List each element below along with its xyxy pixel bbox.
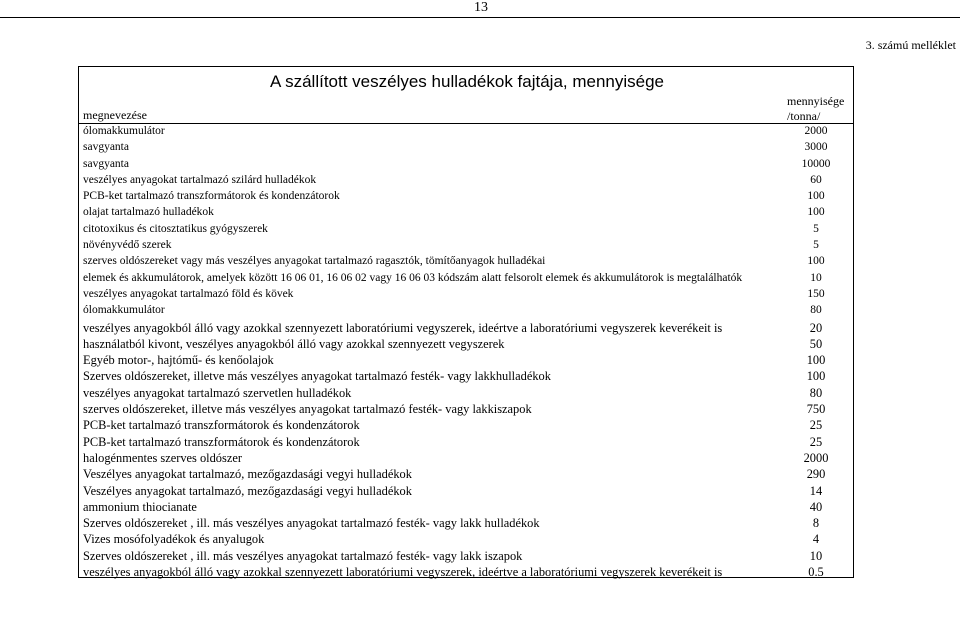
table-row	[79, 385, 853, 401]
table-row	[79, 173, 853, 189]
waste-quantity: 290	[806, 467, 826, 482]
waste-quantity: 80	[810, 304, 822, 317]
waste-name: Szerves oldószereket, illetve más veszélyes anyagokat tartalmazó festék- vagy lakkhulladékok	[83, 369, 551, 384]
table-row	[79, 531, 853, 547]
column-header-quantity-line1: mennyisége	[787, 94, 845, 108]
waste-quantity: 5	[813, 222, 819, 235]
table-row	[79, 140, 853, 156]
waste-name: olajat tartalmazó hulladékok	[83, 206, 214, 219]
table-row	[79, 222, 853, 238]
waste-name: Szerves oldószereket , ill. más veszélyes anyagokat tartalmazó festék- vagy lakk iszapok	[83, 548, 523, 563]
table-row	[79, 205, 853, 221]
waste-quantity: 8	[812, 516, 820, 531]
waste-quantity: 750	[806, 402, 826, 417]
waste-quantity: 100	[807, 206, 825, 219]
table-row	[79, 499, 853, 515]
waste-quantity: 20	[809, 320, 823, 335]
column-header-name: megnevezése	[83, 108, 147, 122]
waste-quantity: 150	[807, 287, 825, 300]
table-row	[79, 189, 853, 205]
waste-quantity: 10	[809, 548, 823, 563]
waste-name: PCB-ket tartalmazó transzformátorok és kondenzátorok	[83, 190, 340, 203]
waste-quantity: 50	[809, 336, 823, 351]
table-row	[79, 368, 853, 384]
table-row	[79, 564, 853, 580]
waste-name: veszélyes anyagokat tartalmazó föld és kövek	[83, 287, 294, 300]
table-title: A szállított veszélyes hulladékok fajtája, mennyisége	[269, 72, 665, 91]
waste-name: savgyanta	[83, 157, 129, 170]
table-row	[79, 466, 853, 482]
table-row	[79, 515, 853, 531]
annex-label: 3. számú melléklet	[865, 38, 956, 52]
table-row	[79, 238, 853, 254]
waste-name: veszélyes anyagokból álló vagy azokkal szennyezett laboratóriumi vegyszerek, ideértve a laboratóriumi vegyszerek keverékeit is	[83, 320, 723, 335]
waste-name: használatból kivont, veszélyes anyagokból álló vagy azokkal szennyezett vegyszerek	[83, 336, 505, 351]
table-row	[79, 548, 853, 564]
table-row	[79, 336, 853, 352]
waste-quantity: 0.5	[808, 565, 824, 580]
table-row	[79, 483, 853, 499]
waste-name: PCB-ket tartalmazó transzformátorok és kondenzátorok	[83, 434, 360, 449]
waste-quantity: 100	[806, 369, 826, 384]
waste-name: savgyanta	[83, 141, 129, 154]
table-row	[79, 124, 853, 140]
waste-quantity: 3000	[804, 141, 828, 154]
waste-quantity: 2000	[804, 125, 828, 137]
table-row	[79, 417, 853, 433]
waste-quantity: 5	[813, 239, 819, 252]
waste-name: szerves oldószereket, illetve más veszélyes anyagokat tartalmazó festék- vagy lakkiszapok	[83, 402, 532, 417]
waste-name: Egyéb motor-, hajtómű- és kenőolajok	[83, 353, 274, 368]
waste-name: veszélyes anyagokat tartalmazó szervetlen hulladékok	[83, 385, 352, 400]
waste-name: Vizes mosófolyadékok és anyalugok	[83, 532, 265, 547]
waste-name: szerves oldószereket vagy más veszélyes anyagokat tartalmazó ragasztók, tömítőanyagok hulladékai	[83, 255, 546, 268]
column-header-quantity	[787, 94, 853, 124]
table-row	[79, 271, 853, 287]
table-row	[79, 287, 853, 303]
waste-name: Szerves oldószereket , ill. más veszélyes anyagokat tartalmazó festék- vagy lakk hulladékok	[83, 516, 540, 531]
waste-quantity: 100	[806, 353, 826, 368]
waste-name: ammonium thiocianate	[83, 499, 197, 514]
table-row	[79, 303, 853, 319]
waste-quantity: 60	[810, 173, 822, 186]
waste-quantity: 10000	[801, 157, 831, 170]
waste-quantity: 2000	[803, 450, 829, 465]
table-row	[79, 320, 853, 336]
waste-name: PCB-ket tartalmazó transzformátorok és kondenzátorok	[83, 418, 360, 433]
waste-quantity: 100	[807, 190, 825, 203]
waste-name: veszélyes anyagokat tartalmazó szilárd hulladékok	[83, 173, 317, 186]
page-number: 13	[474, 0, 488, 15]
waste-name: növényvédő szerek	[83, 239, 172, 252]
waste-name: ólomakkumulátor	[83, 304, 165, 317]
waste-name: halogénmentes szerves oldószer	[83, 450, 242, 465]
waste-name: citotoxikus és citosztatikus gyógyszerek	[83, 222, 268, 235]
waste-quantity: 40	[809, 499, 823, 514]
waste-name: Veszélyes anyagokat tartalmazó, mezőgazdasági vegyi hulladékok	[83, 467, 412, 482]
waste-quantity: 4	[812, 532, 820, 547]
table-row	[79, 157, 853, 173]
header-divider	[0, 17, 960, 18]
waste-quantity: 25	[809, 434, 823, 449]
waste-table	[78, 66, 854, 578]
table-row	[79, 352, 853, 368]
table-row	[79, 401, 853, 417]
table-row	[79, 254, 853, 270]
waste-quantity: 100	[807, 255, 825, 268]
waste-quantity: 14	[809, 483, 823, 498]
table-row	[79, 450, 853, 466]
column-header-quantity-line2: /tonna/	[787, 109, 821, 123]
waste-name: elemek és akkumulátorok, amelyek között 16 06 01, 16 06 02 vagy 16 06 03 kódszám alatt felsorolt elemek és akkumulátorok is megtalálhatók	[83, 271, 743, 284]
table-row	[79, 434, 853, 450]
waste-quantity: 25	[809, 418, 823, 433]
waste-quantity: 10	[810, 271, 822, 284]
waste-name: Veszélyes anyagokat tartalmazó, mezőgazdasági vegyi hulladékok	[83, 483, 412, 498]
waste-name: veszélyes anyagokból álló vagy azokkal szennyezett laboratóriumi vegyszerek, ideértve a laboratóriumi vegyszerek keverékeit is	[83, 565, 723, 580]
waste-quantity: 80	[809, 385, 823, 400]
waste-name: ólomakkumulátor	[83, 125, 165, 137]
table-body	[79, 124, 853, 580]
